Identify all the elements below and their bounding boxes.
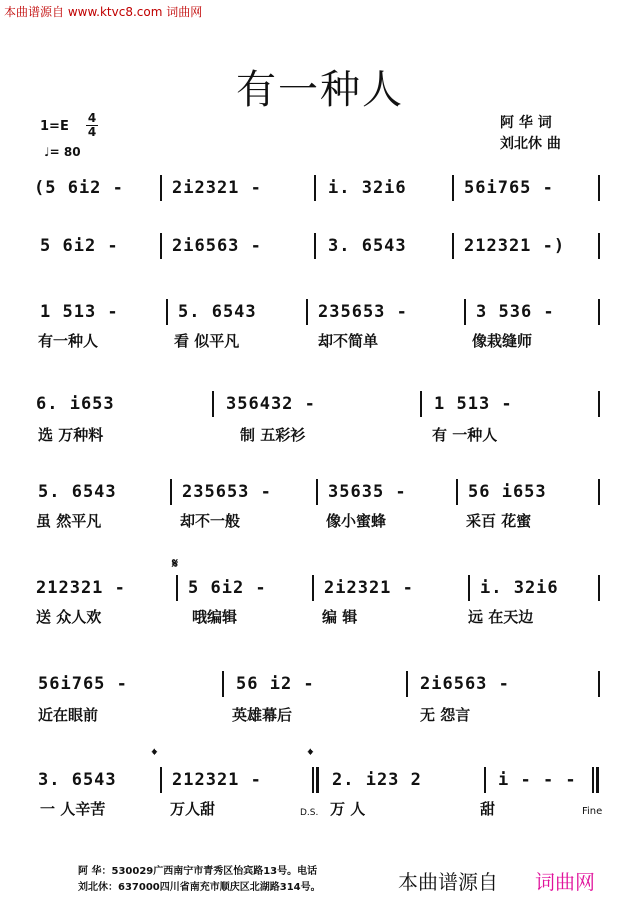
measure: 35635 -: [328, 482, 407, 502]
measure: 1 513 -: [40, 302, 119, 322]
bar-line: [484, 767, 486, 793]
lyric: 采百 花蜜: [466, 512, 532, 530]
bar-line: [316, 479, 318, 505]
measure: 356432 -: [226, 394, 316, 414]
lyric: 编 辑: [322, 608, 358, 626]
tempo-mark: ♩= 80: [44, 145, 81, 159]
top-watermark: 本曲谱源自 www.ktvc8.com 词曲网: [4, 5, 203, 19]
bar-line: [212, 391, 214, 417]
measure: 212321 -): [464, 236, 566, 256]
measure: 2i6563 -: [420, 674, 510, 694]
bar-line: [468, 575, 470, 601]
lyric: 看 似平凡: [174, 332, 240, 350]
footer-address-2: 刘北休：637000四川省南充市顺庆区北湖路314号。: [78, 882, 321, 893]
lyricist-credit: 阿 华 词: [500, 115, 552, 131]
score-row-5: [32, 482, 608, 504]
bottom-watermark-text: 本曲谱源自: [398, 870, 498, 894]
measure: i. 32i6: [480, 578, 559, 598]
bar-line: [176, 575, 178, 601]
measure: 5. 6543: [178, 302, 257, 322]
measure: 5 6i2 -: [188, 578, 267, 598]
bar-line: [464, 299, 466, 325]
bar-line: [170, 479, 172, 505]
score-row-4: [32, 394, 608, 416]
bar-line: [306, 299, 308, 325]
bar-line: [222, 671, 224, 697]
measure: 212321 -: [36, 578, 126, 598]
lyric: 近在眼前: [38, 706, 99, 724]
score-row-6: [32, 578, 608, 600]
measure: 5. 6543: [38, 482, 117, 502]
footer-address-1: 阿 华：530029广西南宁市青秀区怡宾路13号。电话: [78, 866, 318, 877]
bar-line: [592, 767, 594, 793]
measure: 2i2321 -: [172, 178, 262, 198]
measure: 235653 -: [182, 482, 272, 502]
fine-mark: Fine: [582, 806, 603, 817]
lyric: 无 怨言: [420, 706, 471, 724]
lyric: 选 万种料: [38, 426, 104, 444]
measure: 56i765 -: [464, 178, 554, 198]
key-signature: 1=E: [40, 119, 69, 134]
time-signature-bottom: 4: [87, 125, 97, 139]
measure: 212321 -: [172, 770, 262, 790]
bar-line: [316, 767, 319, 793]
bar-line: [314, 233, 316, 259]
bar-line: [596, 767, 599, 793]
bar-line: [598, 391, 600, 417]
score-row-7: [32, 674, 608, 696]
bar-line: [598, 299, 600, 325]
bar-line: [314, 175, 316, 201]
lyric: 虽 然平凡: [36, 512, 102, 530]
lyric: 远 在天边: [468, 608, 534, 626]
bar-line: [166, 299, 168, 325]
bar-line: [160, 767, 162, 793]
measure: 6. i653: [36, 394, 115, 414]
bar-line: [312, 575, 314, 601]
lyric: 却不简单: [318, 332, 379, 350]
bar-line: [160, 175, 162, 201]
lyric: 万人甜: [170, 800, 216, 818]
bar-line: [420, 391, 422, 417]
bar-line: [598, 479, 600, 505]
measure: 56i765 -: [38, 674, 128, 694]
lyric: 却不一般: [180, 512, 241, 530]
coda-sign: 𝄌: [152, 747, 157, 763]
lyric: 像栽缝师: [472, 332, 533, 350]
bar-line: [452, 233, 454, 259]
bar-line: [598, 671, 600, 697]
lyric: 甜: [480, 800, 496, 818]
measure: 3. 6543: [38, 770, 117, 790]
lyric: 一 人辛苦: [40, 800, 106, 818]
measure: 56 i2 -: [236, 674, 315, 694]
lyric: 制 五彩衫: [240, 426, 306, 444]
lyric: 有一种人: [38, 332, 99, 350]
composer-credit: 刘北休 曲: [500, 136, 561, 152]
lyric: 像小蜜蜂: [326, 512, 387, 530]
bar-line: [598, 233, 600, 259]
score-row-2: [32, 236, 608, 258]
song-title: 有一种人: [236, 67, 404, 113]
time-signature: [86, 112, 98, 139]
measure: 2. i23 2: [332, 770, 422, 790]
measure: 3. 6543: [328, 236, 407, 256]
bar-line: [598, 575, 600, 601]
measure: 3 536 -: [476, 302, 555, 322]
bar-line: [160, 233, 162, 259]
bottom-watermark-brand: 词曲网: [535, 870, 595, 894]
segno-sign: 𝄋: [172, 556, 179, 572]
measure: 56 i653: [468, 482, 547, 502]
bar-line: [312, 767, 314, 793]
ds-mark: D.S.: [300, 808, 319, 818]
score-row-1: [32, 178, 608, 200]
score-row-3: [32, 302, 608, 324]
lyric: 英雄幕后: [232, 706, 293, 724]
measure: 2i6563 -: [172, 236, 262, 256]
lyric: 有 一种人: [432, 426, 498, 444]
lyric: 送 众人欢: [36, 608, 102, 626]
coda-sign: 𝄌: [308, 747, 313, 763]
lyric: 万 人: [330, 800, 366, 818]
measure: i - - -: [498, 770, 577, 790]
measure: (5 6i2 -: [34, 178, 124, 198]
bar-line: [406, 671, 408, 697]
score-row-8: [32, 770, 608, 792]
bar-line: [598, 175, 600, 201]
measure: 1 513 -: [434, 394, 513, 414]
lyric: 哦编辑: [192, 608, 238, 626]
measure: 2i2321 -: [324, 578, 414, 598]
measure: i. 32i6: [328, 178, 407, 198]
time-signature-top: 4: [87, 111, 97, 125]
bar-line: [452, 175, 454, 201]
bar-line: [456, 479, 458, 505]
measure: 235653 -: [318, 302, 408, 322]
measure: 5 6i2 -: [40, 236, 119, 256]
